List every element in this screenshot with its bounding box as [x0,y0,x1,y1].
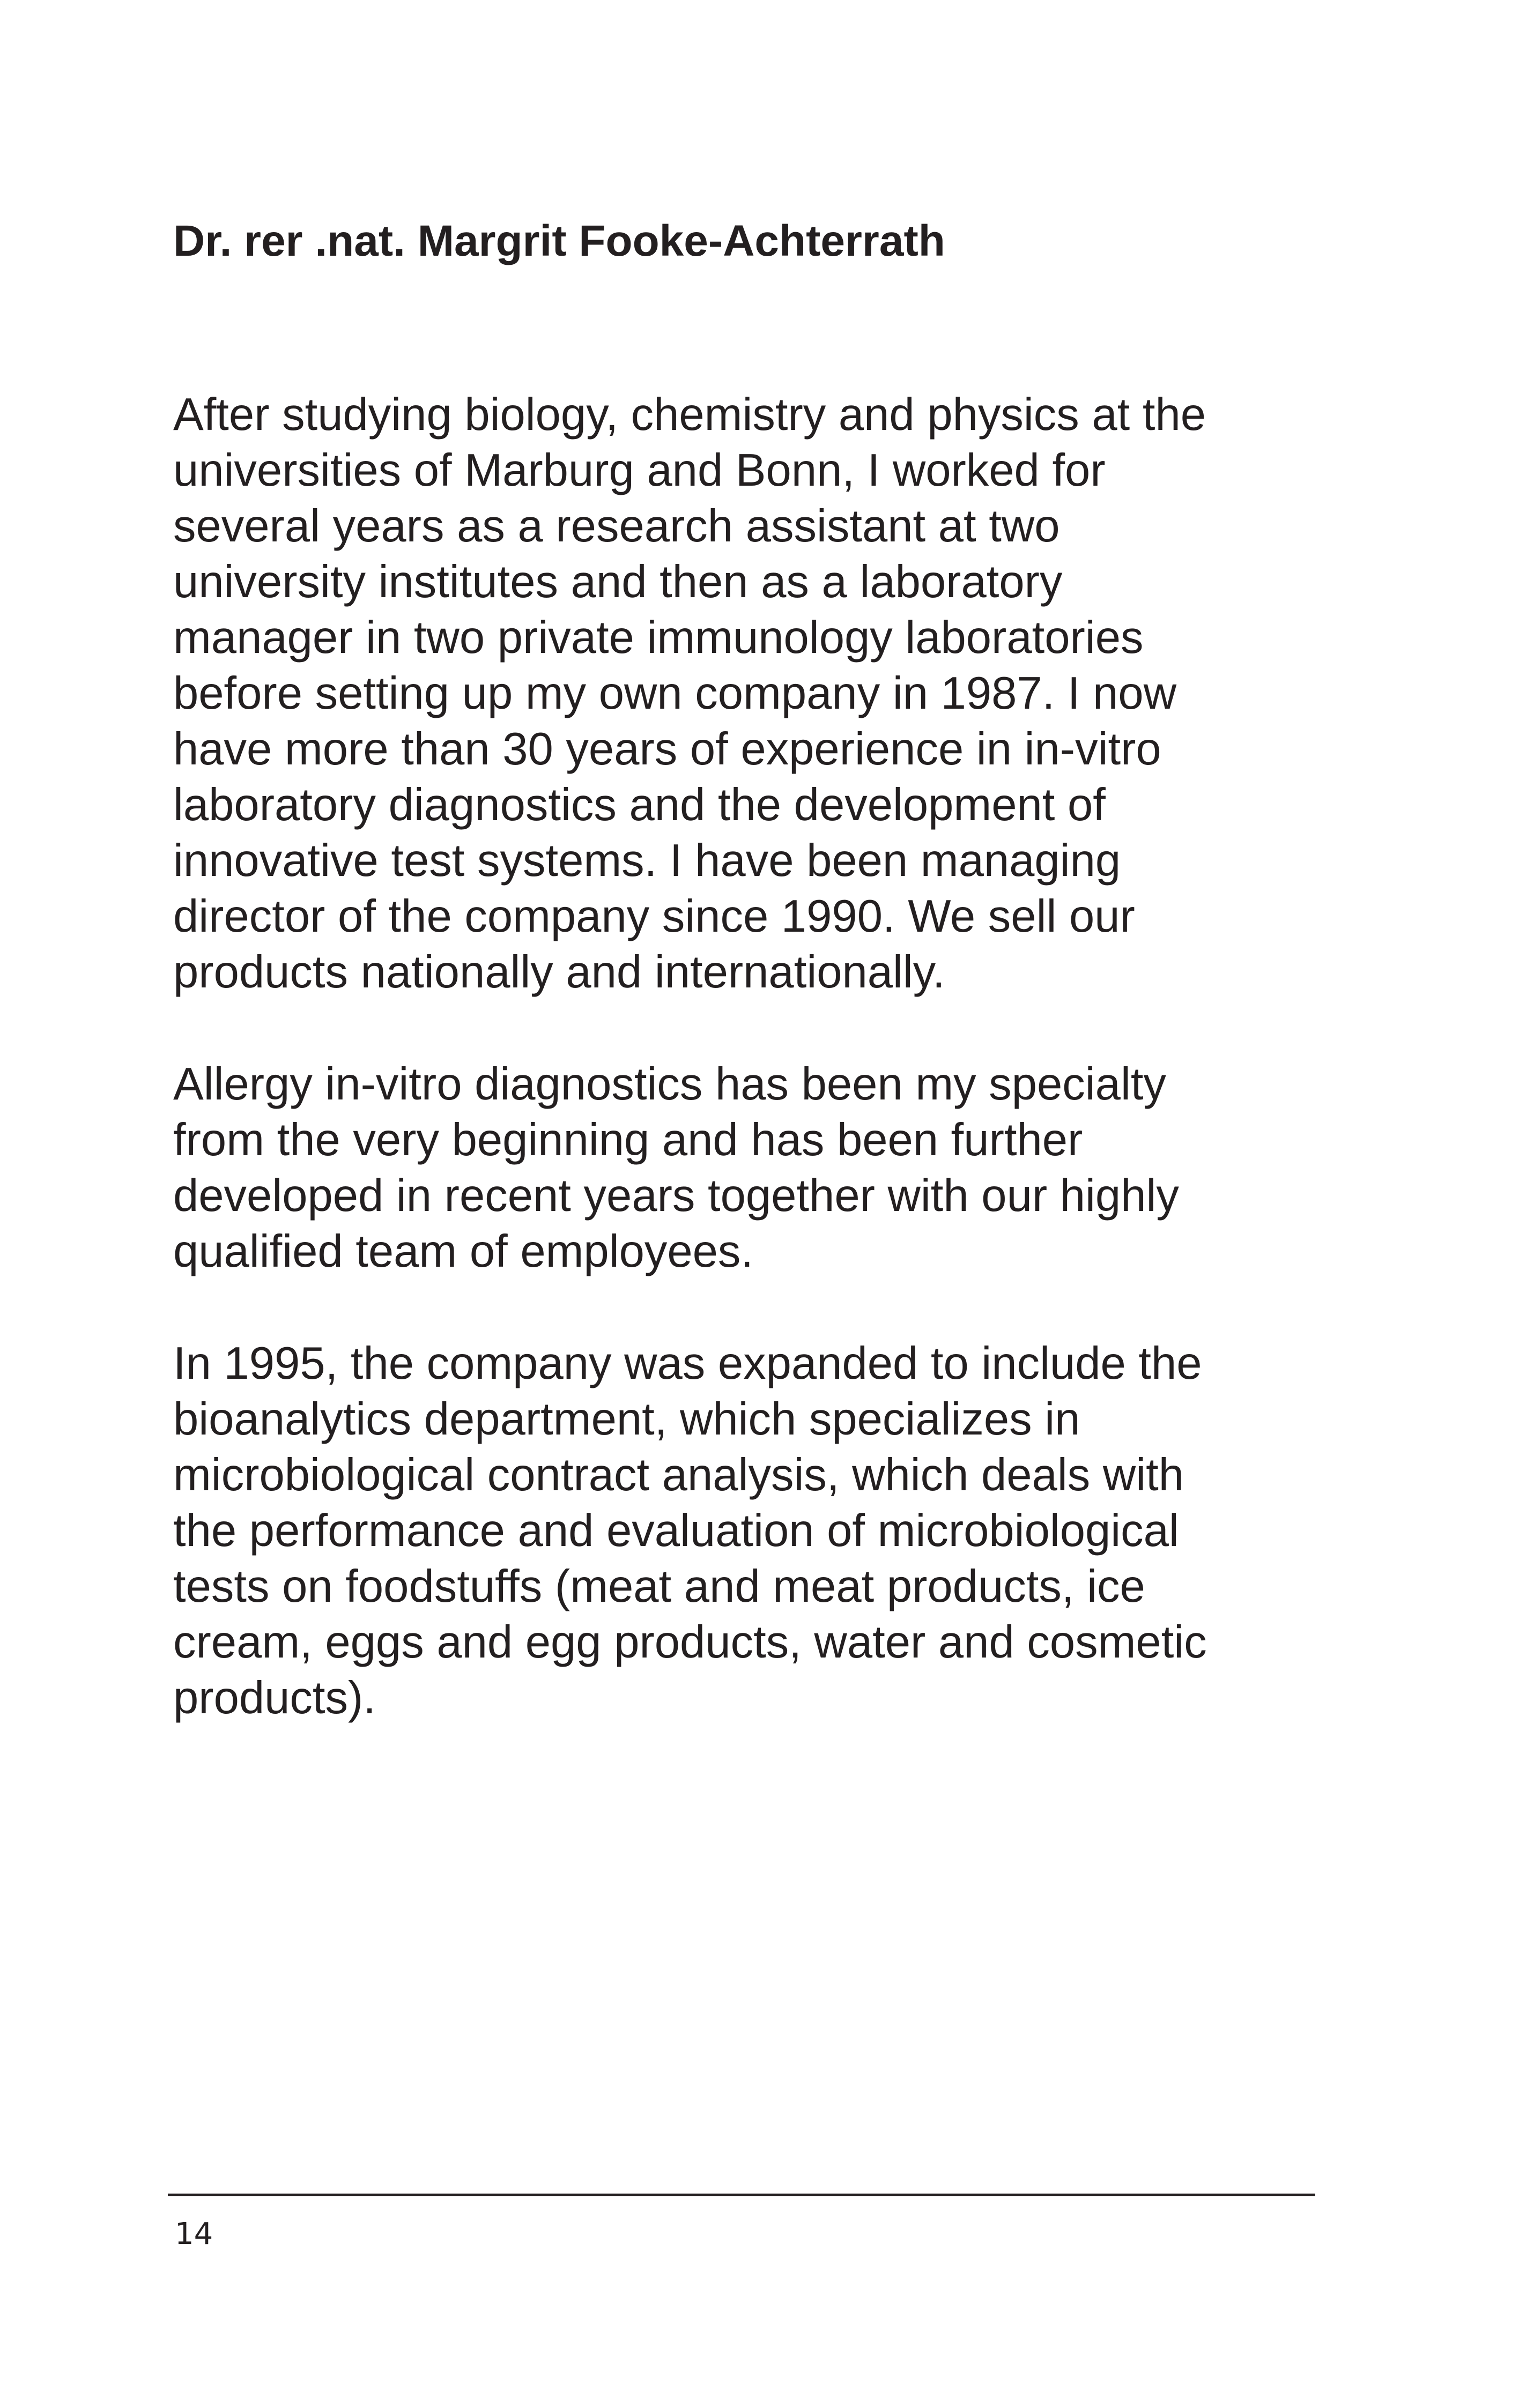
text-line: qualified team of employees. [173,1226,754,1277]
text-line: from the very beginning and has been further [173,1114,1083,1165]
text-line: microbiological contract analysis, which deals with [173,1450,1184,1500]
text-line: products nationally and internationally. [173,947,945,998]
text-line: After studying biology, chemistry and physics at the [173,389,1206,440]
text-line: before setting up my own company in 1987. I now [173,668,1177,719]
text-line: several years as a research assistant at two [173,501,1060,552]
text-line: manager in two private immunology laboratories [173,612,1144,663]
footer-divider [168,2194,1315,2196]
author-heading: Dr. rer .nat. Margrit Fooke-Achterrath [173,217,945,265]
text-line: the performance and evaluation of microbiological [173,1505,1179,1556]
paragraph-allergy [173,1057,1380,1280]
text-line: Allergy in-vitro diagnostics has been my specialty [173,1059,1166,1110]
text-line: university institutes and then as a laboratory [173,556,1063,607]
page-number: 14 [175,2217,213,2251]
text-line: universities of Marburg and Bonn, I worked for [173,445,1106,496]
text-line: bioanalytics department, which specializes in [173,1394,1080,1445]
text-line: director of the company since 1990. We sell our [173,891,1135,942]
paragraph-bioanalytics [173,1336,1380,1726]
text-line: cream, eggs and egg products, water and cosmetic [173,1617,1207,1668]
text-line: products). [173,1673,376,1723]
text-line: developed in recent years together with our highly [173,1170,1179,1221]
text-line: have more than 30 years of experience in in-vitro [173,724,1161,775]
text-line: In 1995, the company was expanded to include the [173,1338,1202,1389]
paragraph-career [173,387,1380,1000]
biography-text [173,387,1380,1782]
text-line: laboratory diagnostics and the development of [173,779,1106,830]
text-line: innovative test systems. I have been managing [173,835,1121,886]
text-line: tests on foodstuffs (meat and meat products, ice [173,1561,1145,1612]
